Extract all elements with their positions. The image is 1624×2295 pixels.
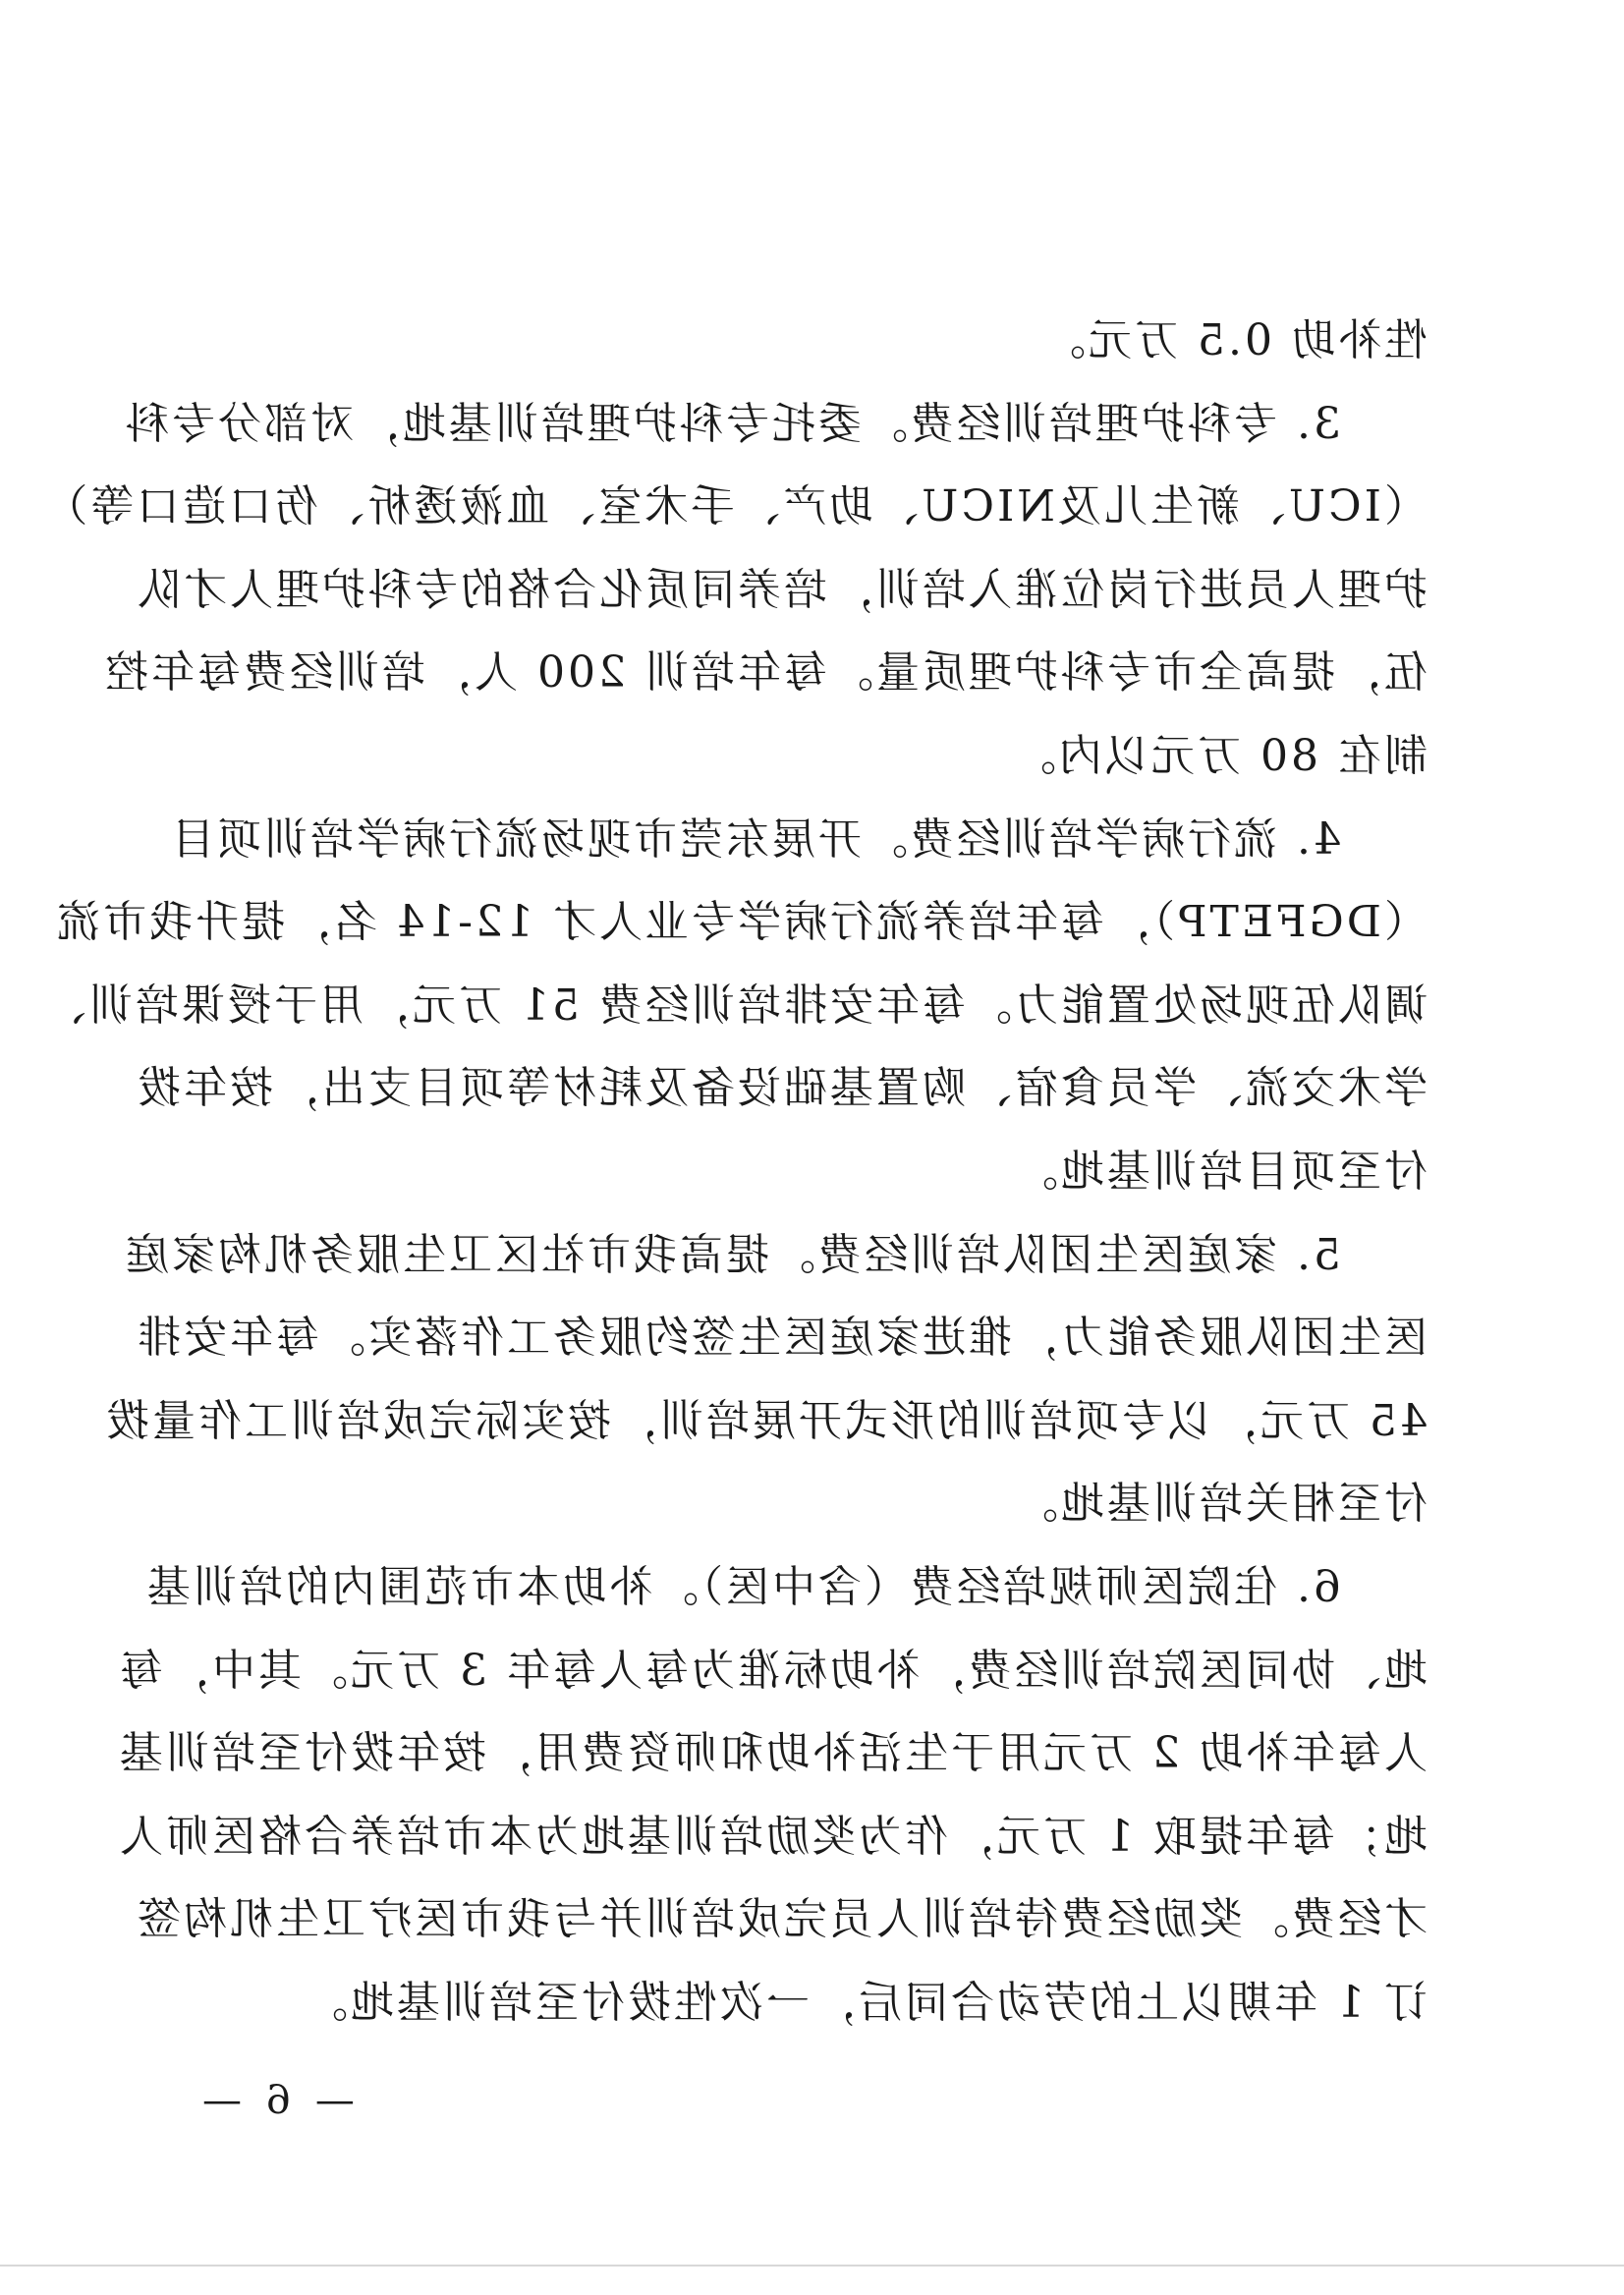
text-line: 人每年补助 2 万元用于生活补助和师资费用，按年拨付至培训基 <box>117 1728 1428 1779</box>
text-line: 才经费。奖励经费待培训人员完成培训并与我市医疗卫生机构签 <box>135 1894 1428 1945</box>
text-line: 制在 80 万元以内。 <box>1010 730 1428 781</box>
text-line: 地、协同医院培训经费，补助标准为每人每年 3 万元。其中，每 <box>117 1645 1428 1696</box>
text-line: 付至相关培训基地。 <box>1012 1479 1428 1530</box>
text-line: 性补助 0.5 万元。 <box>1039 315 1428 365</box>
text-line: 调队伍现场处置能力。每年安排培训经费 51 万元，用于授课培训、 <box>40 980 1428 1031</box>
text-line: （ICU、新生儿及NICU、助产、手术室、血液透析、伤口造口等） <box>41 481 1428 532</box>
text-line: 护理人员进行岗位准入培训，培养同质化合格的专科护理人才队 <box>135 564 1428 615</box>
paragraph-heading-line: 5. 家庭医生团队培训经费。提高我市社区卫生服务机构家庭 <box>123 1229 1341 1280</box>
paragraph-heading-line: 6. 住院医师规培经费（含中医）。补助本市范围内的培训基 <box>144 1561 1341 1612</box>
text-line: 学术交流、学员食宿、购置基础设备及耗材等项目支出，按年拨 <box>135 1063 1428 1114</box>
text-line: 伍，提高全市专科护理质量。每年培训 200 人，培训经费每年控 <box>102 647 1428 699</box>
text-line: 医生团队服务能力，推进家庭医生签约服务工作落实。每年安排 <box>135 1313 1428 1364</box>
text-line: 地；每年提取 1 万元，作为奖励培训基地为本市培养合格医师人 <box>117 1811 1428 1862</box>
text-line: 45 万元，以专项培训的形式开展培训，按实际完成培训工作量拨 <box>103 1395 1428 1446</box>
scan-edge-divider <box>0 2265 1624 2267</box>
paragraph-heading-line: 4. 流行病学培训经费。开展东莞市现场流行病学培训项目 <box>169 813 1341 865</box>
paragraph-heading-line: 3. 专科护理培训经费。委托专科护理培训基地，对部分专科 <box>123 398 1341 449</box>
text-line: 订 1 年期以上的劳动合同后，一次性拨付至培训基地。 <box>302 1977 1428 2028</box>
document-body <box>40 300 1428 2044</box>
page-number: — 6 — <box>196 2078 355 2123</box>
text-line: （DGFETP），每年培养流行病学专业人才 12-14 名，提升我市流 <box>54 897 1428 948</box>
text-line: 付至项目培训基地。 <box>1012 1146 1428 1197</box>
